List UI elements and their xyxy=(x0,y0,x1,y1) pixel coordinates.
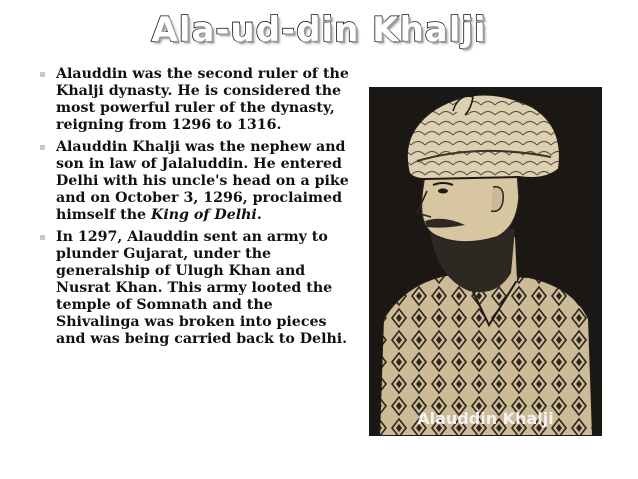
bullet-marker-icon xyxy=(40,235,45,240)
bullet-text-end: . xyxy=(256,207,262,223)
slide-title: Ala-ud-din Khalji xyxy=(151,10,487,50)
bullet-item xyxy=(40,229,360,348)
portrait-drawing-icon xyxy=(369,87,602,436)
bullet-item xyxy=(40,139,360,224)
bullet-list xyxy=(40,66,360,353)
bullet-marker-icon xyxy=(40,72,45,77)
bullet-marker-icon xyxy=(40,145,45,150)
bullet-text-italic: King of Delhi xyxy=(151,207,257,223)
bullet-item xyxy=(40,66,360,134)
portrait-image xyxy=(369,87,602,436)
bullet-text: In 1297, Alauddin sent an army to plunder Gujarat, under the generalship of Ulugh Khan and Nusrat Khan. This army looted the temple of Somnath and the Shivalinga was broken into pieces and was being carried back to Delhi. xyxy=(56,229,348,347)
portrait-caption: Alauddin Khalji xyxy=(417,409,554,428)
bullet-text: Alauddin was the second ruler of the Khalji dynasty. He is considered the most powerful ruler of the dynasty, reigning from 1296 to 1316. xyxy=(56,66,349,133)
bullet-text: Alauddin Khalji was the nephew and son in law of Jalaluddin. He entered Delhi with his uncle's head on a pike and on October 3, 1296, proclaimed himself the xyxy=(56,139,349,223)
